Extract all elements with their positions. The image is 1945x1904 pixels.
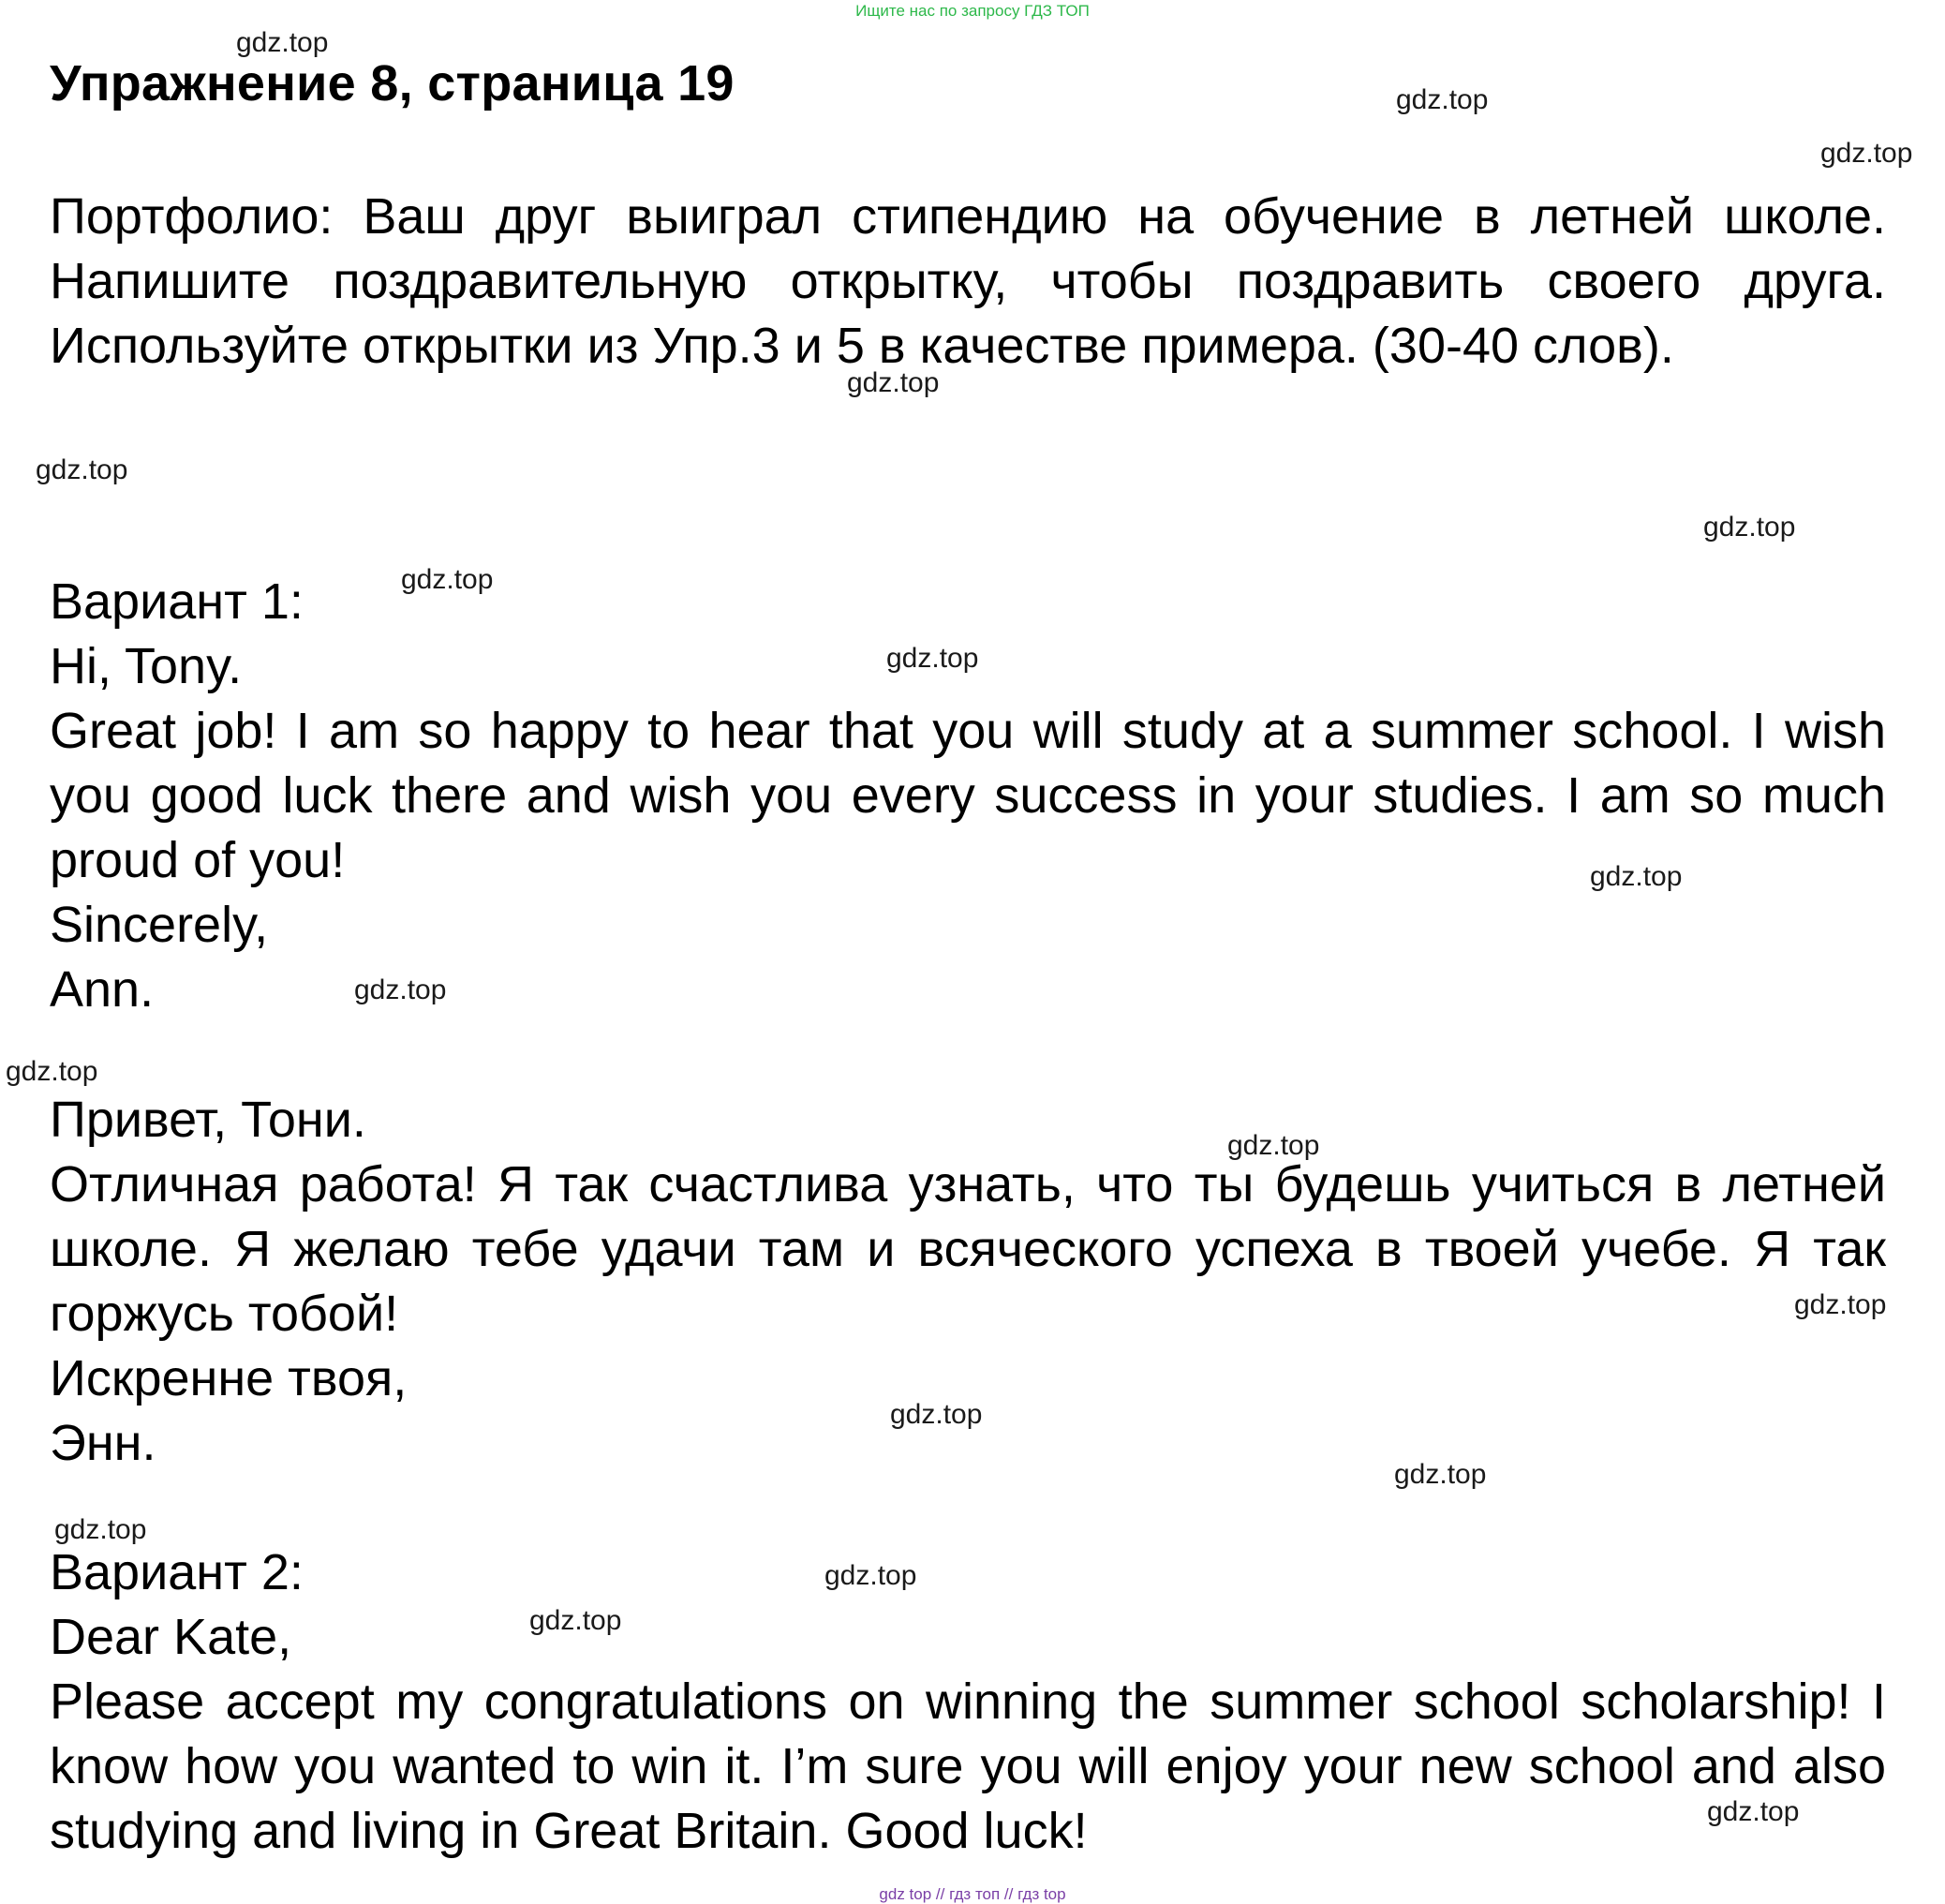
variant1-ru-closing: Искренне твоя, <box>50 1350 408 1406</box>
watermark: gdz.top <box>236 27 329 58</box>
watermark: gdz.top <box>1227 1130 1320 1161</box>
variant2-heading: Вариант 2: <box>50 1544 304 1600</box>
variant1-ru-greeting: Привет, Тони. <box>50 1092 366 1148</box>
variant2-greeting: Dear Kate, <box>50 1609 292 1665</box>
watermark: gdz.top <box>354 974 447 1005</box>
variant2-body: Please accept my congratulations on winning the summer school scholarship! I know how you wanted to win it. I’m sure you will enjoy your new school and also studying and living in Great Britain. Good luck! <box>50 1673 1886 1859</box>
variant1-ru-signature: Энн. <box>50 1415 156 1471</box>
watermark: gdz.top <box>529 1605 622 1636</box>
watermark: gdz.top <box>824 1560 917 1591</box>
watermark: gdz.top <box>36 454 128 485</box>
variant1-greeting: Hi, Tony. <box>50 638 243 694</box>
variant1-heading: Вариант 1: <box>50 573 304 630</box>
footer: gdz top // гдз топ // гдз top <box>879 1885 1066 1903</box>
watermark: gdz.top <box>401 564 494 595</box>
variant1-ru-body: Отличная работа! Я так счастлива узнать, что ты будешь учиться в летней школе. Я желаю тебе удачи там и всяческого успеха в твоей учебе. Я так горжусь тобой! <box>50 1156 1886 1342</box>
watermark: gdz.top <box>1794 1289 1887 1320</box>
variant1-closing: Sincerely, <box>50 897 269 953</box>
watermark: gdz.top <box>54 1514 147 1545</box>
task-text: Портфолио: Ваш друг выиграл стипендию на обучение в летней школе. Напишите поздравительную открытку, чтобы поздравить своего друга. Используйте открытки из Упр.3 и 5 в качестве примера. (30-40 слов). <box>50 188 1886 374</box>
watermark: gdz.top <box>1820 138 1913 169</box>
watermark: gdz.top <box>1707 1796 1800 1827</box>
watermark: gdz.top <box>1396 84 1489 115</box>
variant1-signature: Ann. <box>50 961 155 1018</box>
top-banner: Ищите нас по запросу ГДЗ ТОП <box>855 2 1090 20</box>
page-title: Упражнение 8, страница 19 <box>50 55 735 112</box>
variant1-body: Great job! I am so happy to hear that you will study at a summer school. I wish you good luck there and wish you every success in your studies. I am so much proud of you! <box>50 703 1886 888</box>
watermark: gdz.top <box>1590 861 1683 892</box>
watermark: gdz.top <box>1703 512 1796 543</box>
watermark: gdz.top <box>890 1399 983 1430</box>
watermark: gdz.top <box>1394 1459 1487 1490</box>
watermark: gdz.top <box>886 643 979 674</box>
watermark: gdz.top <box>847 367 940 398</box>
watermark: gdz.top <box>6 1056 98 1087</box>
